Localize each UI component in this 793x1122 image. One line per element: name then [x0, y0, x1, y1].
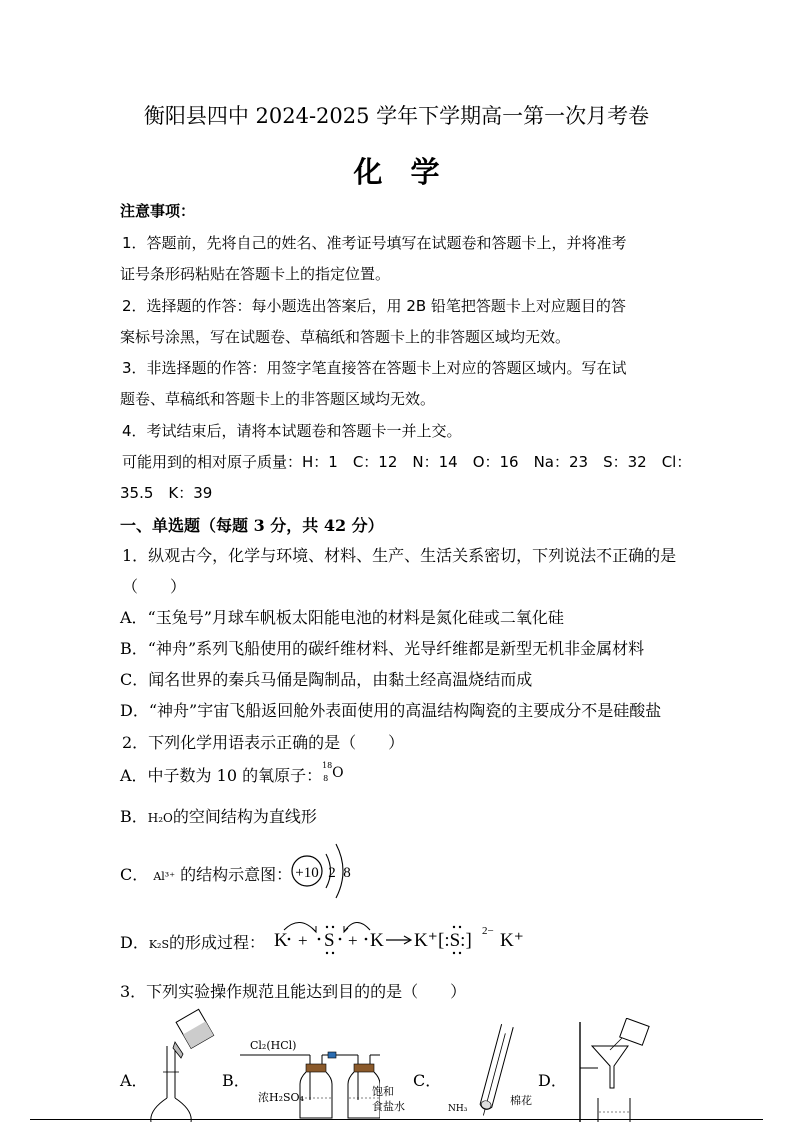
- q2-option-b-formula: H₂O: [147, 811, 173, 825]
- nucleus-charge: +10: [295, 865, 319, 881]
- notice-item3-line1: 3．非选择题的作答：用签字笔直接答在答题卡上对应的答题区域内。写在试: [122, 359, 627, 377]
- apparatus-b-left-label: 浓H₂SO₄: [258, 1091, 304, 1104]
- dot-sulfide-charge: 2−: [482, 925, 494, 937]
- page-title: 衡阳县四中 2024-2025 学年下学期高一第一次月考卷: [143, 104, 650, 128]
- electron-shell-2: [336, 844, 343, 898]
- dot-plus2: +: [348, 931, 358, 950]
- apparatus-b-right-label1: 饱和: [372, 1085, 394, 1098]
- section-heading: 一、单选题（每题 3 分，共 42 分）: [120, 516, 384, 535]
- dot-k2: K: [370, 930, 384, 951]
- q2-option-d: [120, 930, 265, 953]
- dot-k-ion2: K⁺: [500, 930, 524, 951]
- q3-label-a: A．: [120, 1071, 148, 1090]
- notice-item4: 4．考试结束后，请将本试题卷和答题卡一并上交。: [122, 422, 462, 440]
- atomic-structure-diagram: [285, 836, 365, 906]
- q3-label-d: D．: [538, 1071, 567, 1090]
- isotope-mass-number: 18: [322, 761, 333, 770]
- q1-option-a: A．“玉兔号”月球车帆板太阳能电池的材料是氮化硅或二氧化硅: [120, 608, 564, 627]
- q2-option-d-label: D．: [120, 933, 149, 952]
- q2-option-b-label: B．: [120, 807, 148, 826]
- notice-item3-line2: 题卷、草稿纸和答题卡上的非答题区域均无效。: [120, 390, 436, 408]
- isotope-symbol: O: [332, 765, 344, 781]
- q3-label-b: B．: [222, 1071, 250, 1090]
- q1-option-b: B．“神舟”系列飞船使用的碳纤维材料、光导纤维都是新型无机非金属材料: [120, 639, 645, 658]
- q1-option-d: D．“神舟”宇宙飞船返回舱外表面使用的高温结构陶瓷的主要成分不是硅酸盐: [120, 701, 662, 720]
- q2-option-a-text: A．中子数为 10 的氧原子：: [120, 766, 323, 785]
- apparatus-d-filtration: [570, 1018, 660, 1122]
- q2-option-b-text: 的空间结构为直线形: [172, 807, 317, 826]
- apparatus-b-right-label2: 食盐水: [372, 1100, 405, 1113]
- atomic-mass-line1: 可能用到的相对原子质量：H：1 C：12 N：14 O：16 Na：23 S：32 Cl：: [122, 453, 692, 471]
- dot-sulfide-bracket: [:S:]: [438, 930, 472, 951]
- notice-item2-line1: 2．选择题的作答：每小题选出答案后，用 2B 铅笔把答题卡上对应题目的答: [122, 297, 626, 315]
- dot-k1: K: [274, 930, 288, 951]
- notice-item1-line2: 证号条形码粘贴在答题卡上的指定位置。: [120, 265, 391, 283]
- dot-s: S: [324, 930, 335, 951]
- apparatus-a-flask: [145, 1006, 220, 1122]
- apparatus-b-gas-label: Cl₂(HCl): [250, 1039, 297, 1052]
- atomic-mass-line2: 35.5 K：39: [120, 484, 213, 502]
- q2-option-c-label: C．: [120, 865, 149, 884]
- q2-stem: 2．下列化学用语表示正确的是（ ）: [122, 733, 405, 752]
- q3-stem: 3．下列实验操作规范且能达到目的的是（ ）: [120, 982, 467, 1001]
- notice-heading: 注意事项：: [120, 202, 196, 220]
- apparatus-c-cotton-label: 棉花: [510, 1094, 532, 1107]
- q1-paren: （ ）: [122, 577, 187, 596]
- notice-item2-line2: 案标号涂黑，写在试题卷、草稿纸和答题卡上的非答题区域均无效。: [120, 328, 571, 346]
- apparatus-c-test-tube: [475, 1022, 515, 1122]
- dot-k-ion1: K⁺: [414, 930, 438, 951]
- electron-dot-formation: [270, 912, 535, 957]
- q2-option-a: [120, 763, 346, 786]
- subject-title: 化学: [353, 155, 468, 189]
- shell1-electrons: 2: [328, 865, 336, 881]
- shell2-electrons: 8: [343, 865, 351, 881]
- q2-option-c-ion: Al³⁺: [153, 870, 176, 883]
- isotope-atomic-number: 8: [323, 774, 329, 783]
- apparatus-c-nh3-label: NH₃: [448, 1104, 468, 1114]
- q2-option-b: [120, 804, 317, 827]
- q2-option-d-text: 的形成过程：: [169, 933, 266, 952]
- page-bottom-rule: [30, 1119, 763, 1120]
- q1-option-c: C．闻名世界的秦兵马俑是陶制品，由黏土经高温烧结而成: [120, 670, 533, 689]
- q3-label-c: C．: [413, 1071, 442, 1090]
- apparatus-b-wash-bottles: [240, 1050, 380, 1120]
- q2-option-d-formula: K₂S: [148, 938, 170, 951]
- dot-plus1: +: [298, 931, 308, 950]
- q2-isotope-notation: [322, 761, 346, 783]
- q1-stem: 1．纵观古今，化学与环境、材料、生产、生活关系密切，下列说法不正确的是: [122, 546, 677, 565]
- q2-option-c-text: 的结构示意图：: [180, 865, 293, 884]
- q2-option-c: [120, 862, 292, 885]
- notice-item1-line1: 1．答题前，先将自己的姓名、准考证号填写在试题卷和答题卡上，并将准考: [122, 234, 627, 252]
